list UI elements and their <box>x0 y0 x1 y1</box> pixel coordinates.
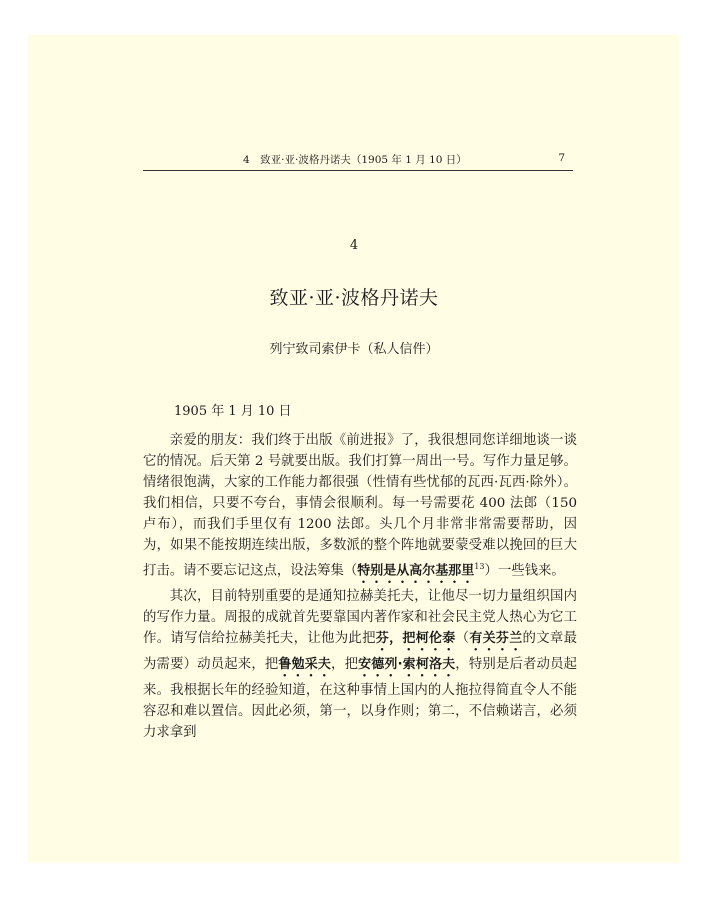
running-title: 4 致亚·亚·波格丹诺夫（1905 年 1 月 10 日） <box>243 154 467 166</box>
text-run: （ <box>455 631 470 647</box>
emphasis-text: 安德列·索柯洛夫 <box>358 657 456 673</box>
text-run: ，把 <box>331 657 359 673</box>
letter-body <box>143 430 577 743</box>
footnote-marker[interactable]: 13 <box>474 562 485 571</box>
letter-date: 1905 年 1 月 10 日 <box>174 404 292 419</box>
letter-title: 致亚·亚·波格丹诺夫 <box>269 287 439 309</box>
text-run: ，特别是后者动员起来。我根据长年的经验知道，在这种事情上国内的人拖拉得简直令人不能容忍和难以置信。因此必须，第一，以身作则；第二，不信赖诺言，必须力求拿到 <box>143 657 578 741</box>
text-run: ）一些钱来。 <box>484 563 565 579</box>
letter-subtitle: 列宁致司索伊卡（私人信件） <box>269 342 439 357</box>
paragraph <box>143 430 577 586</box>
text-run: 其次，目前特别重要的是通知拉赫美托夫，让他尽一切力量组织国内的写作力量。周报的成就首先要靠国内著作家和社会民主党人热心为它工作。请写信给拉赫美托夫，让他为此把 <box>143 589 577 647</box>
emphasis-text: 芬，把柯伦泰 <box>375 631 456 647</box>
page-number: 7 <box>558 152 565 164</box>
paragraph <box>143 586 577 743</box>
emphasis-text: 特别是从高尔基那里 <box>357 563 475 579</box>
text-run: 的文章最为需要）动员起来，把 <box>143 631 578 673</box>
emphasis-text: 有关芬兰 <box>469 631 523 647</box>
emphasis-text: 鲁勉采夫 <box>278 657 332 673</box>
text-run: 亲爱的朋友：我们终于出版《前进报》了，我很想同您详细地谈一谈它的情况。后天第 2 号就要出版。我们打算一周出一号。写作力量足够。情绪很饱满，大家的工作能力都很强（性情有些忧郁的瓦西·瓦西·除外）。我们相信，只要不夸台，事情会很顺利。每一号需要花 400 法郎（150 卢布），而我们手里仅有 1200 法郎。头几个月非常非常需要帮助，因为，如果不能按期连续出版，多数派的整个阵地就要蒙受难以挽回的巨大打击。请不要忘记这点，设法筹集（ <box>143 433 577 579</box>
running-header <box>143 152 573 171</box>
letter-number: 4 <box>349 238 359 253</box>
